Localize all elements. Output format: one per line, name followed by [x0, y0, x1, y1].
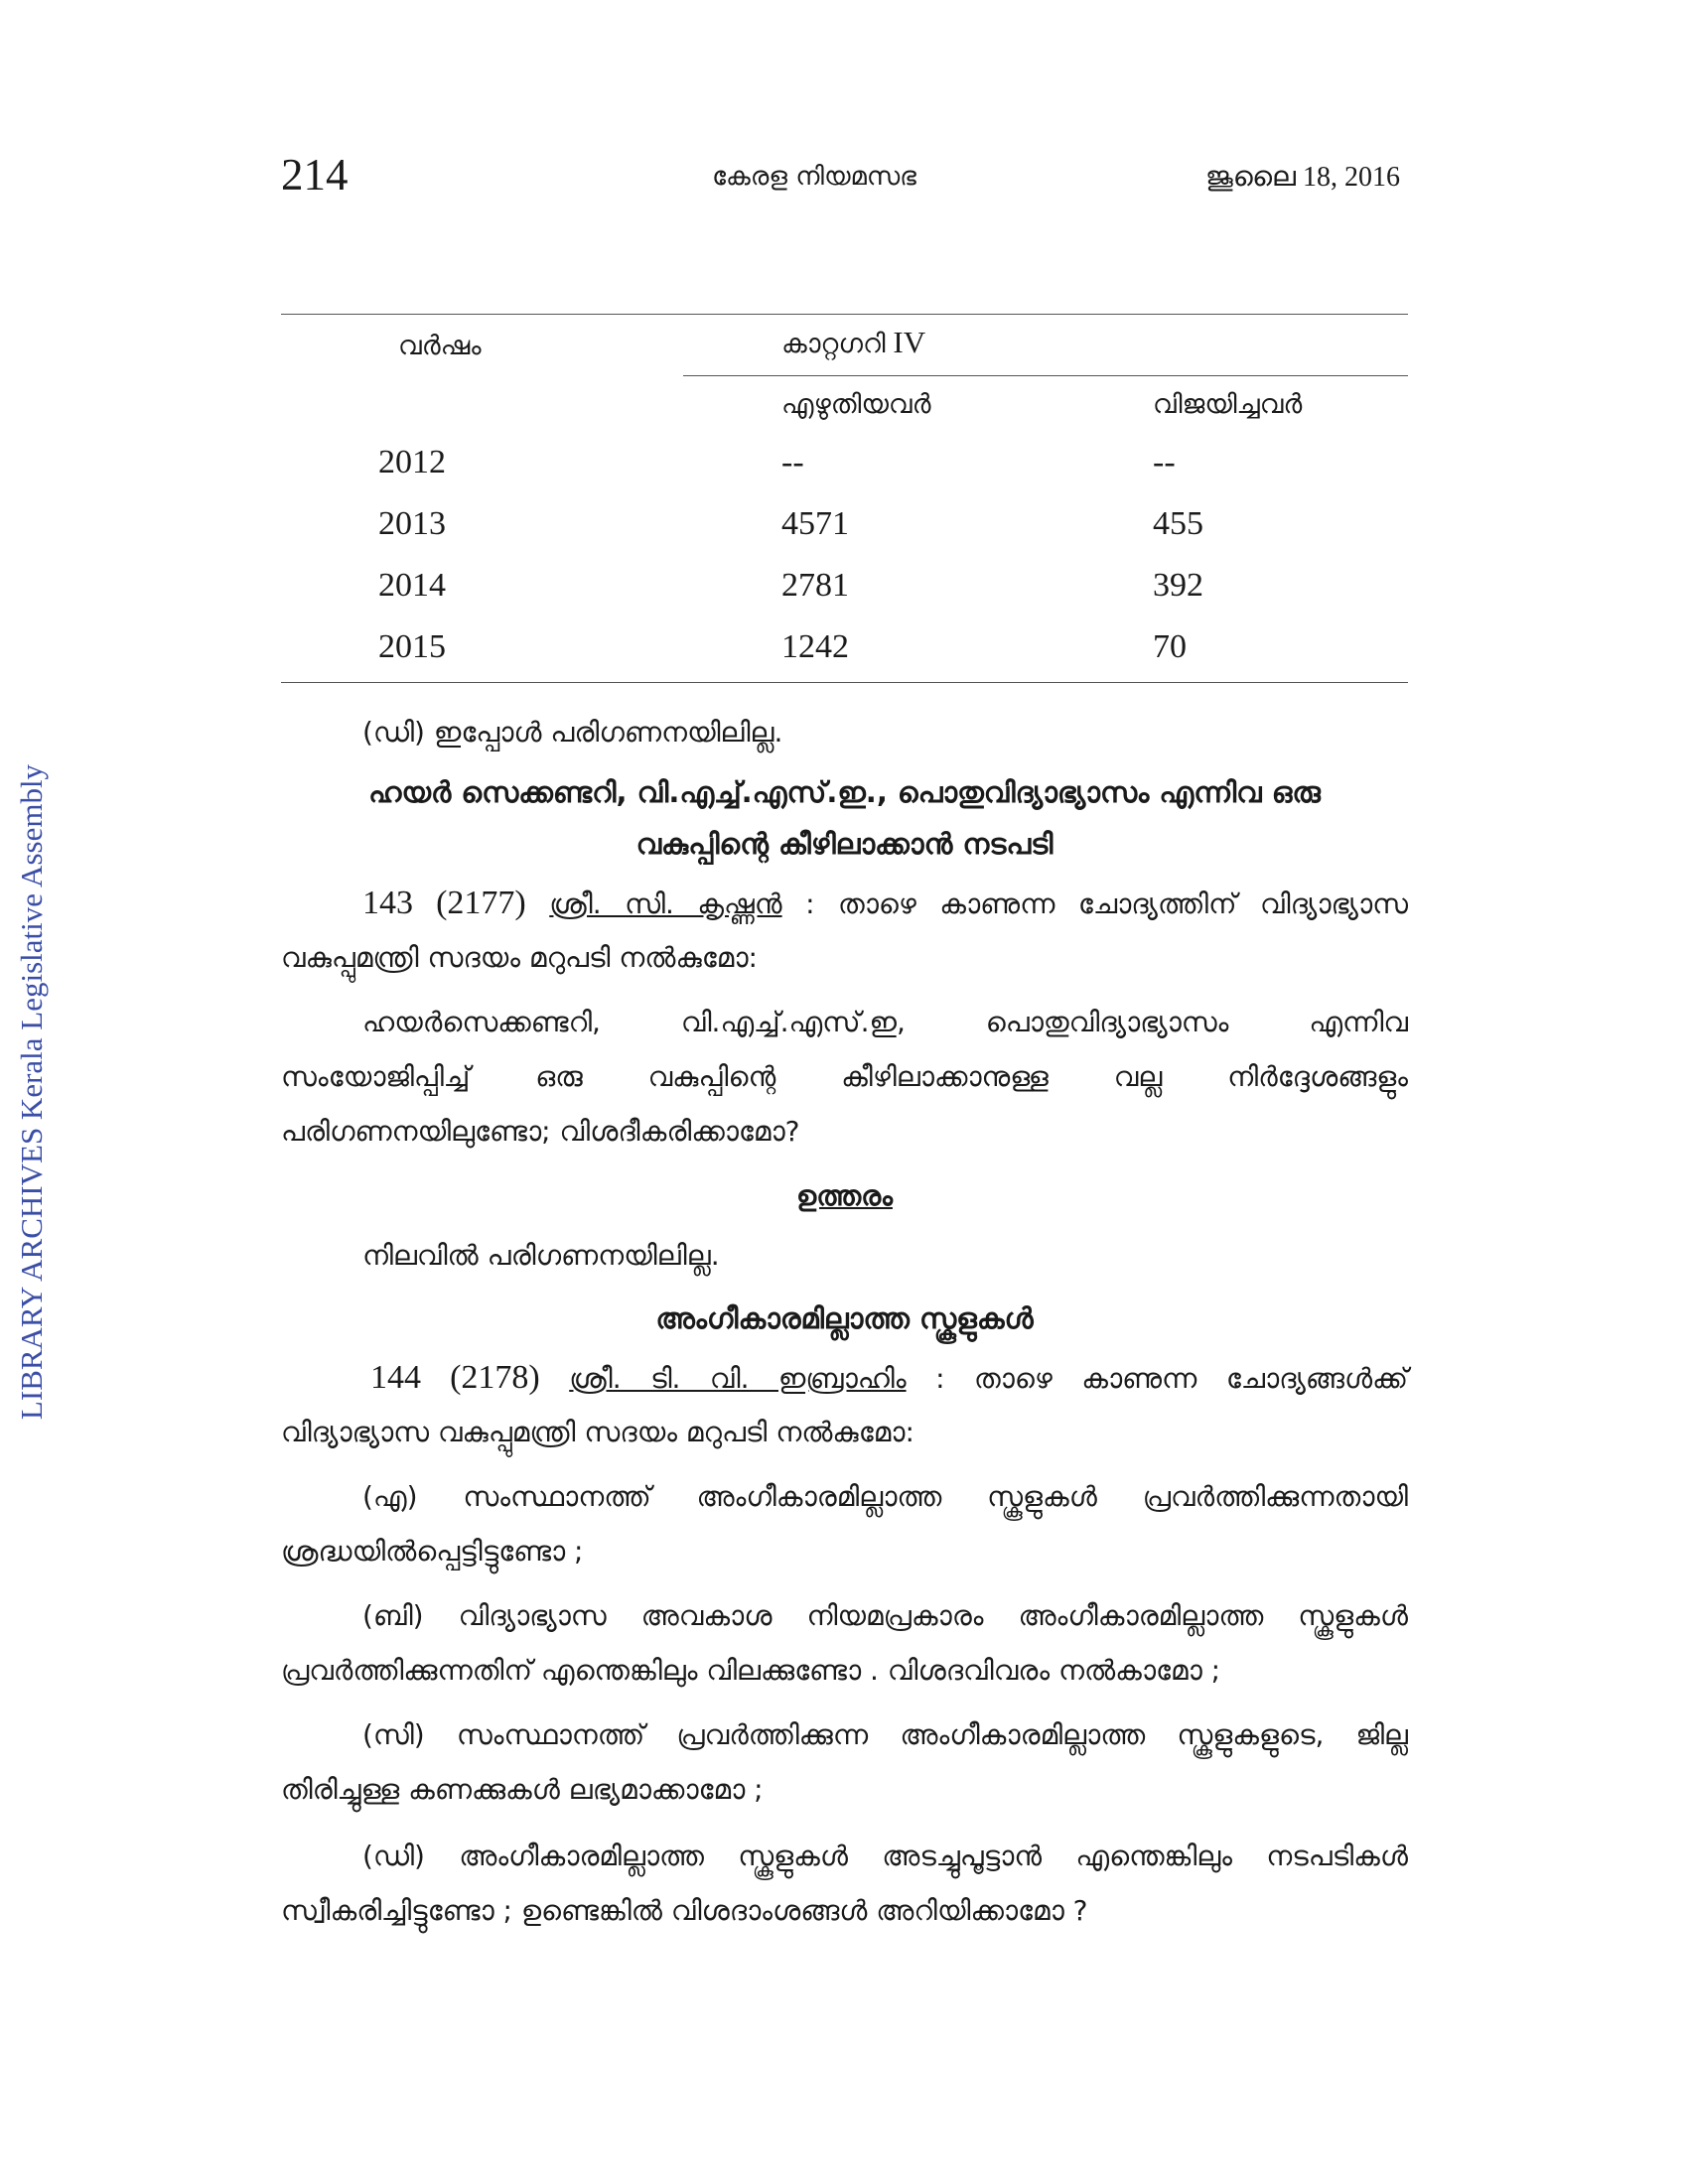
question-143-text-line2: സംയോജിപ്പിച്ച് ഒരു വകുപ്പിന്റെ കീഴിലാക്കാനുള്ള വല്ല നിർദ്ദേശങ്ങളും	[281, 1060, 1408, 1093]
archive-watermark	[12, 735, 52, 1449]
page-number: 214	[281, 150, 349, 200]
cell-year: 2012	[378, 444, 446, 480]
cell-appeared: --	[781, 444, 804, 480]
column-header-year: വർഷം	[398, 331, 482, 361]
cell-passed: 392	[1153, 567, 1203, 604]
table-row	[281, 618, 1408, 680]
cell-passed: 70	[1153, 628, 1187, 665]
question-143-title-line1: ഹയർ സെക്കണ്ടറി, വി.എച്ച്.എസ്.ഇ., പൊതുവിദ്യാഭ്യാസം എന്നിവ ഒരു	[368, 775, 1321, 809]
answer-text: നിലവിൽ പരിഗണനയിലില്ല.	[362, 1239, 720, 1272]
question-144-intro-line2: വിദ്യാഭ്യാസ വകുപ്പുമന്ത്രി സദയം മറുപടി നൽകുമോ:	[281, 1416, 914, 1448]
question-143-text-line1: ഹയർസെക്കണ്ടറി, വി.എച്ച്.എസ്.ഇ, പൊതുവിദ്യാഭ്യാസം എന്നിവ	[362, 1006, 1408, 1038]
question-144-number: 144 (2178)	[370, 1359, 540, 1396]
column-header-category	[781, 325, 925, 360]
cell-year: 2014	[378, 567, 446, 604]
cell-appeared: 2781	[781, 567, 849, 604]
cell-appeared: 4571	[781, 505, 849, 542]
cell-passed: --	[1153, 444, 1176, 480]
question-143-intro	[281, 874, 1408, 934]
question-144-d-line2: സ്വീകരിച്ചിട്ടുണ്ടോ ; ഉണ്ടെങ്കിൽ വിശദാംശങ്ങൾ അറിയിക്കാമോ ?	[281, 1894, 1088, 1927]
watermark-text: LIBRARY ARCHIVES Kerala Legislative Assembly	[14, 763, 49, 1421]
question-144-member: ശ്രീ. ടി. വി. ഇബ്രാഹിം	[569, 1362, 907, 1395]
cell-passed: 455	[1153, 505, 1203, 542]
question-144-d-line1: (ഡി) അംഗീകാരമില്ലാത്ത സ്കൂളുകൾ അടച്ചുപൂട്ടാൻ എന്തെങ്കിലും നടപടികൾ	[362, 1840, 1408, 1872]
question-144-b-line1: (ബി) വിദ്യാഭ്യാസ അവകാശ നിയമപ്രകാരം അംഗീകാരമില്ലാത്ത സ്കൂളുകൾ	[362, 1599, 1408, 1632]
question-144-c-line2: തിരിച്ചുള്ള കണക്കുകൾ ലഭ്യമാക്കാമോ ;	[281, 1773, 764, 1806]
answer-heading: ഉത്തരം	[796, 1179, 893, 1212]
results-table	[281, 314, 1408, 683]
question-144-a-line2: ശ്രദ്ധയിൽപ്പെട്ടിട്ടുണ്ടോ ;	[281, 1535, 584, 1568]
table-row	[281, 557, 1408, 618]
note-d: (ഡി) ഇപ്പോൾ പരിഗണനയിലില്ല.	[362, 716, 783, 749]
question-144-b-line2: പ്രവർത്തിക്കുന്നതിന് എന്തെങ്കിലും വിലക്കുണ്ടോ . വിശദവിവരം നൽകാമോ ;	[281, 1654, 1221, 1687]
table-row	[281, 495, 1408, 557]
question-144-intro-rest: : താഴെ കാണുന്ന ചോദ്യങ്ങൾക്ക്	[935, 1362, 1409, 1395]
question-144-c-line1: (സി) സംസ്ഥാനത്ത് പ്രവർത്തിക്കുന്ന അംഗീകാരമില്ലാത്ത സ്കൂളുകളുടെ, ജില്ല	[362, 1718, 1408, 1751]
table-subheader-row	[281, 376, 1408, 434]
question-143-intro-line2: വകുപ്പുമന്ത്രി സദയം മറുപടി നൽകുമോ:	[281, 941, 758, 974]
cell-year: 2013	[378, 505, 446, 542]
question-144-a-line1: (എ) സംസ്ഥാനത്ത് അംഗീകാരമില്ലാത്ത സ്കൂളുകൾ പ്രവർത്തിക്കുന്നതായി	[362, 1480, 1408, 1513]
question-144-title: അംഗീകാരമില്ലാത്ത സ്കൂളുകൾ	[655, 1301, 1034, 1335]
cell-appeared: 1242	[781, 628, 849, 665]
running-title: കേരള നിയമസഭ	[712, 162, 916, 192]
question-143-intro-rest: : താഴെ കാണുന്ന ചോദ്യത്തിന് വിദ്യാഭ്യാസ	[805, 887, 1409, 920]
category-number: IV	[893, 325, 926, 359]
column-header-appeared: എഴുതിയവർ	[781, 389, 931, 420]
question-143-text-line3: പരിഗണനയിലുണ്ടോ; വിശദീകരിക്കാമോ?	[281, 1115, 800, 1148]
table-row	[281, 434, 1408, 495]
cell-year: 2015	[378, 628, 446, 665]
header-date: ജൂലൈ 18, 2016	[1204, 162, 1400, 193]
question-143-number: 143 (2177)	[362, 885, 526, 921]
table-bottom-rule	[281, 682, 1408, 683]
table-header-row	[281, 315, 1408, 376]
question-144-intro	[281, 1348, 1408, 1409]
question-143-title-line2: വകുപ്പിന്റെ കീഴിലാക്കാൻ നടപടി	[635, 827, 1054, 861]
category-label: കാറ്റഗറി	[781, 329, 886, 359]
column-header-passed: വിജയിച്ചവർ	[1153, 389, 1303, 420]
question-143-member: ശ്രീ. സി. കൃഷ്ണൻ	[549, 887, 782, 920]
